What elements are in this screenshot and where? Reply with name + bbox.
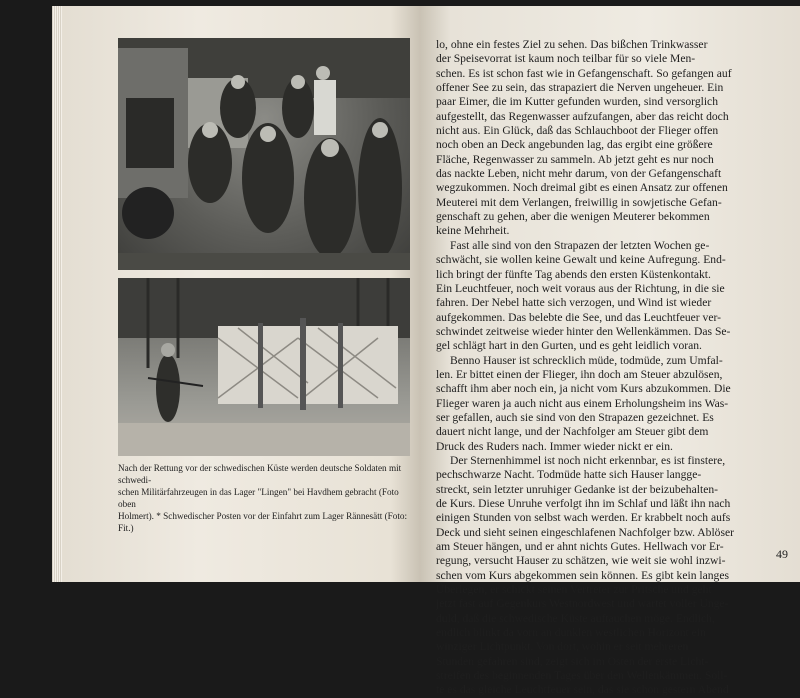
text-line: pechschwarze Nacht. Todmüde hatte sich Hauser langge- [436, 468, 702, 482]
photo-caption [118, 462, 418, 534]
text-line: offener See zu sein, das strapaziert die Nerven ungeheuer. Ein [436, 81, 724, 95]
text-line: schwindet zeitweise wieder hinter den Wellenkämmen. Das Se- [436, 324, 731, 338]
text-line: Druck des Ruders nach. Immer wieder nickt er ein. [436, 439, 673, 453]
text-line: jetzt fast auf Gegenkurs Westnordwest und wartet voller Unge- [436, 597, 729, 611]
right-page [420, 6, 800, 697]
text-line: Stunden gefahren sind, zeigt sich im Osten der erste Licht- [436, 654, 709, 668]
text-line: Ein Leuchtfeuer, noch weit voraus aus der Richtung, in die sie [436, 281, 725, 295]
photo-soldiers-vehicle-image [118, 38, 410, 270]
text-line: genschaft zu gehen, aber die wenigen Meuterer bekommen [436, 210, 710, 224]
text-line: schwächt, sie wollen keine Gewalt und keine Aufregung. End- [436, 253, 726, 267]
text-line: streifen des beginnenden Tages über den Wellenkämmen. Soll- [436, 669, 728, 683]
text-line: regung, versucht Hauser zu schätzen, wie weit sie wohl inzwi- [436, 554, 726, 568]
text-line: aufgestellt, das Regenwasser aufzufangen, aber das reicht doch [436, 109, 729, 123]
text-line: te es das gleiche Leuchtfeuer sein, das sie schon gestern Abend [436, 683, 729, 697]
photo-guard-fence [118, 278, 410, 456]
text-line: am Steuer hängen, und er ahnt nichts Gutes. Hellwach vor Er- [436, 540, 724, 554]
text-line: der Speisevorrat ist kaum noch teilbar für so viele Men- [436, 52, 696, 66]
text-line: noch oben an Deck angebunden lag, das ergibt eine größere [436, 138, 713, 152]
text-line: Meuterei mit dem Verlangen, freiwillig in sowjetische Gefan- [436, 195, 722, 209]
text-line: Fläche, Regenwasser zu sammeln. Ab jetzt geht es nur noch [436, 152, 714, 166]
text-line: len. Er bittet einen der Flieger, ihn doch am Steuer abzulösen, [436, 367, 723, 381]
photo-soldiers-vehicle [118, 38, 410, 270]
page-edges [52, 6, 62, 582]
text-line: Deck und sieht seinen eingeschlafenen Nachfolger bzw. Ablöser [436, 525, 735, 539]
page-number: 49 [776, 547, 788, 561]
text-line: nicht aus. Ein Glück, daß das Schlauchboot der Flieger offen [436, 124, 719, 138]
text-line: das nackte Leben, nicht mehr darum, von der Gefangenschaft [436, 167, 722, 181]
text-line: schen vom Kurs abgekommen sein können. Es gibt kein langes [436, 568, 730, 582]
body-text [436, 38, 788, 698]
text-line: aufgekommen. Das belebte die See, und das Leuchtfeuer ver- [436, 310, 721, 324]
text-line: streckt, sein letzter unruhiger Gedanke ist der beizubehalten- [436, 482, 718, 496]
text-line: schen. Es ist schon fast wie in Gefangenschaft. So gefangen auf [436, 66, 732, 80]
text-line: keine Mehrheit. [436, 224, 510, 238]
text-line: winziger Lichtpunkt. Von dort, wohin er seit mehreren [436, 640, 689, 654]
text-line: duld, daß die schwedische Küste auftauchen möge. Endlich, [436, 611, 715, 625]
text-line: schafft ihm aber noch ein, ja nicht vom Kurs abzukommen. Die [436, 382, 731, 396]
text-line: Überlegen, er schickt seinen Vertreter zur Pritsche und geht [436, 583, 712, 597]
text-line: de Kurs. Diese Unruhe verfolgt ihn im Schlaf und läßt ihn nach [436, 497, 731, 510]
text-line: Fast alle sind von den Strapazen der letzten Wochen ge- [450, 238, 710, 252]
text-line: Benno Hauser ist schrecklich müde, todmüde, zum Umfal- [450, 353, 723, 367]
text-line: endlich blinkt da vorn an dunklen westlichen Horizont ein [436, 626, 706, 640]
open-book [52, 6, 800, 697]
text-line: lo, ohne ein festes Ziel zu sehen. Das bißchen Trinkwasser [436, 38, 708, 51]
caption-line: Nach der Rettung vor der schwedischen Küste werden deutsche Soldaten mit schwedi- [118, 463, 402, 485]
photo-guard-fence-image [118, 278, 410, 456]
left-page [52, 6, 420, 582]
text-line: fahren. Der Nebel hatte sich verzogen, und Wind ist wieder [436, 296, 712, 310]
text-line: ser gefallen, auch sie sind von den Strapazen gezeichnet. Es [436, 410, 714, 424]
text-line: Flieger waren ja auch nicht aus einem Erholungsheim ins Was- [436, 396, 729, 410]
text-line: paar Eimer, die im Kutter gefunden wurden, sind versorglich [436, 95, 718, 109]
text-line: einigen Stunden von selbst wach werden. Er krabbelt noch aufs [436, 511, 731, 525]
text-line: gel schlägt hart in den Gurten, und es geht leidlich voran. [436, 339, 702, 353]
text-line: dauert nicht lange, und der Nachfolger am Steuer gibt dem [436, 425, 709, 439]
text-line: lich bringt der fünfte Tag abends den ersten Küstenkontakt. [436, 267, 711, 281]
caption-line: Holmert). * Schwedischer Posten vor der Einfahrt zum Lager Rännesätt (Foto: Fit.) [118, 511, 408, 533]
text-line: wegzukommen. Noch dreimal gibt es einen Ansatz zur offenen [436, 181, 728, 195]
caption-line: schen Militärfahrzeugen in das Lager "Lingen" bei Havdhem gebracht (Foto oben [118, 487, 399, 509]
text-line: Der Sternenhimmel ist noch nicht erkennbar, es ist finstere, [450, 453, 726, 467]
